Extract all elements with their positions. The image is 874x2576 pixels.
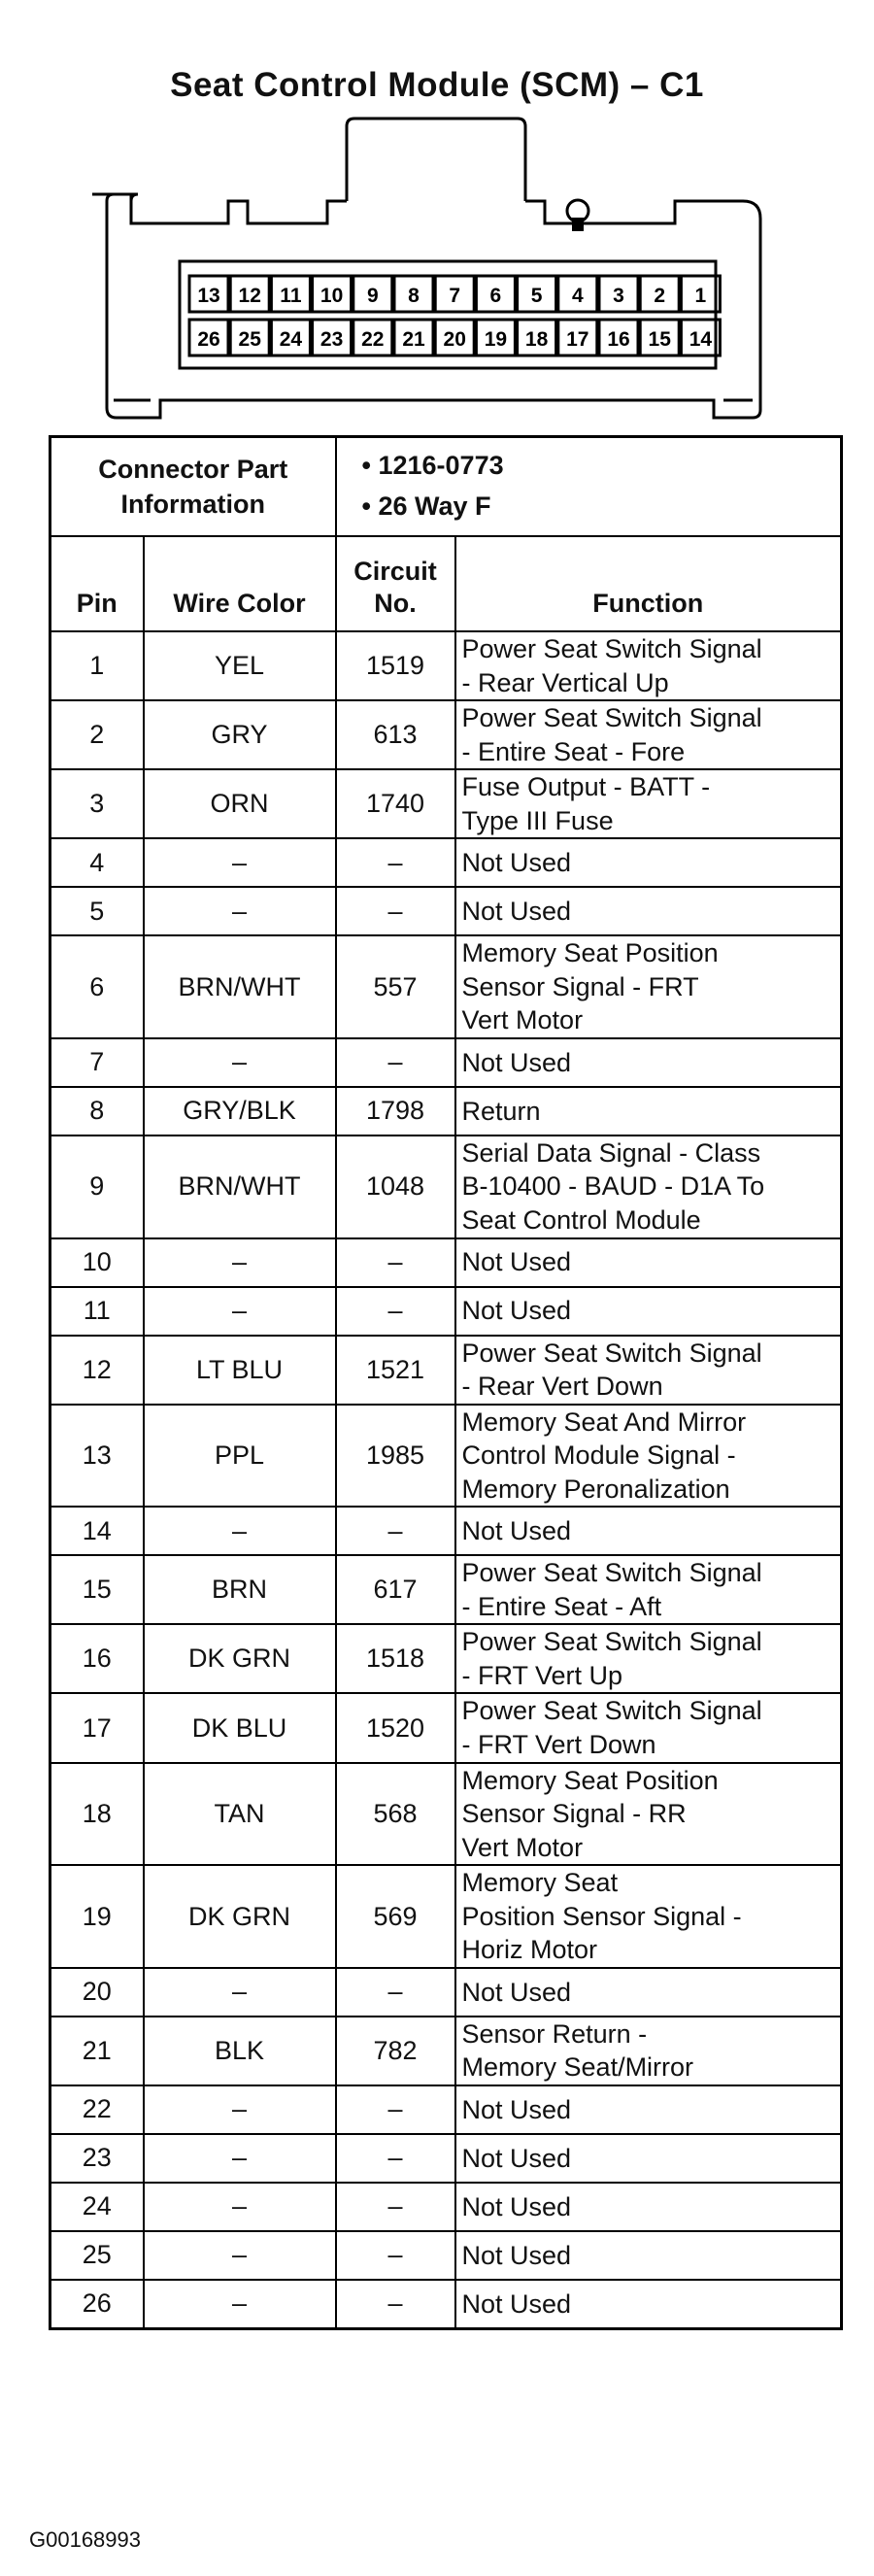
circuit-cell: – [336, 838, 455, 887]
header-function: Function [455, 536, 842, 631]
pin-number-label: 12 [238, 285, 261, 307]
pin-number-label: 18 [524, 328, 549, 351]
pin-number-label: 13 [197, 285, 220, 307]
pin-cell: 21 [50, 2017, 144, 2085]
table-row [50, 2280, 842, 2329]
table-row [50, 769, 842, 838]
wire-color-cell: GRY [144, 700, 336, 769]
wire-color-cell: BRN [144, 1555, 336, 1624]
pin-cell: 9 [50, 1135, 144, 1238]
pin-cell: 15 [50, 1555, 144, 1624]
table-row [50, 1555, 842, 1624]
function-cell: Not Used [455, 1968, 842, 2017]
circuit-cell: 613 [336, 700, 455, 769]
pin-cell: 2 [50, 700, 144, 769]
pin-cell: 14 [50, 1507, 144, 1555]
table-row [50, 1287, 842, 1336]
wire-color-cell: – [144, 838, 336, 887]
pin-cell: 26 [50, 2280, 144, 2329]
pin-number-label: 5 [530, 285, 543, 307]
wire-color-cell: – [144, 2085, 336, 2134]
circuit-cell: – [336, 1507, 455, 1555]
table-row [50, 2134, 842, 2183]
wire-color-cell: – [144, 2231, 336, 2280]
circuit-cell: 1048 [336, 1135, 455, 1238]
pin-cell: 10 [50, 1238, 144, 1287]
table-row [50, 935, 842, 1038]
pin-cavities [189, 276, 720, 356]
wire-color-cell: – [144, 1287, 336, 1336]
circuit-cell: 569 [336, 1865, 455, 1968]
wire-color-cell: YEL [144, 631, 336, 700]
function-cell: Memory Seat Position Sensor Signal - FRT Vert Motor [455, 935, 842, 1038]
pin-number-label: 14 [689, 328, 713, 351]
circuit-cell: 782 [336, 2017, 455, 2085]
function-cell: Not Used [455, 1287, 842, 1336]
function-cell: Not Used [455, 2280, 842, 2329]
pin-number-label: 7 [449, 285, 461, 307]
function-cell: Power Seat Switch Signal - Rear Vert Down [455, 1336, 842, 1405]
header-wire-color: Wire Color [144, 536, 336, 631]
wire-color-cell: – [144, 2183, 336, 2231]
wire-color-cell: BRN/WHT [144, 935, 336, 1038]
circuit-cell: – [336, 2231, 455, 2280]
pin-cell: 24 [50, 2183, 144, 2231]
wire-color-cell: – [144, 887, 336, 935]
pin-cell: 22 [50, 2085, 144, 2134]
part-info-item: • 26 Way F [361, 491, 491, 521]
table-row [50, 2183, 842, 2231]
circuit-cell: 1740 [336, 769, 455, 838]
circuit-cell: 557 [336, 935, 455, 1038]
pin-cell: 20 [50, 1968, 144, 2017]
pin-cell: 5 [50, 887, 144, 935]
pin-number-label: 23 [319, 328, 344, 351]
wire-color-cell: GRY/BLK [144, 1087, 336, 1135]
wire-color-cell: DK GRN [144, 1624, 336, 1693]
function-cell: Memory Seat Position Sensor Signal - Horiz Motor [455, 1865, 842, 1968]
wire-color-cell: PPL [144, 1405, 336, 1508]
pin-number-label: 9 [366, 285, 379, 307]
table-row [50, 2017, 842, 2085]
function-cell: Not Used [455, 1038, 842, 1087]
pin-number-label: 6 [489, 285, 502, 307]
function-cell: Power Seat Switch Signal - Entire Seat - Aft [455, 1555, 842, 1624]
pin-number-label: 8 [408, 285, 420, 307]
pin-cell: 3 [50, 769, 144, 838]
connector-pinout-table [49, 435, 843, 2330]
pin-number-label: 22 [361, 328, 385, 351]
circuit-cell: – [336, 887, 455, 935]
function-cell: Memory Seat Position Sensor Signal - RR Vert Motor [455, 1763, 842, 1866]
table-row [50, 631, 842, 700]
table-row [50, 700, 842, 769]
pin-number-label: 24 [279, 328, 303, 351]
pin-cell: 18 [50, 1763, 144, 1866]
function-cell: Memory Seat And Mirror Control Module Signal - Memory Peronalization [455, 1405, 842, 1508]
circuit-cell: 617 [336, 1555, 455, 1624]
function-cell: Power Seat Switch Signal - FRT Vert Down [455, 1693, 842, 1762]
circuit-cell: – [336, 2134, 455, 2183]
pin-number-label: 15 [648, 328, 671, 351]
circuit-cell: – [336, 1287, 455, 1336]
wire-color-cell: LT BLU [144, 1336, 336, 1405]
wire-color-cell: DK BLU [144, 1693, 336, 1762]
part-info-item: • 1216-0773 [361, 451, 504, 481]
table-row [50, 1968, 842, 2017]
pin-cell: 1 [50, 631, 144, 700]
table-row [50, 1763, 842, 1866]
table-row [50, 1238, 842, 1287]
circuit-cell: – [336, 1968, 455, 2017]
circuit-cell: 1798 [336, 1087, 455, 1135]
pin-cell: 13 [50, 1405, 144, 1508]
circuit-cell: – [336, 1238, 455, 1287]
circuit-cell: 1518 [336, 1624, 455, 1693]
pin-number-label: 20 [443, 328, 466, 351]
pin-number-label: 1 [694, 285, 707, 307]
function-cell: Not Used [455, 2134, 842, 2183]
table-row [50, 1405, 842, 1508]
function-cell: Fuse Output - BATT - Type III Fuse [455, 769, 842, 838]
wire-color-cell: ORN [144, 769, 336, 838]
pin-number-label: 25 [238, 328, 261, 351]
wire-color-cell: – [144, 1238, 336, 1287]
pin-cell: 11 [50, 1287, 144, 1336]
wire-color-cell: TAN [144, 1763, 336, 1866]
connector-diagram [92, 109, 791, 429]
pin-number-label: 16 [607, 328, 630, 351]
function-cell: Not Used [455, 1507, 842, 1555]
page-title: Seat Control Module (SCM) – C1 [170, 66, 704, 104]
function-cell: Not Used [455, 2085, 842, 2134]
wire-color-cell: BRN/WHT [144, 1135, 336, 1238]
circuit-cell: 1519 [336, 631, 455, 700]
pin-number-label: 21 [402, 328, 425, 351]
wire-color-cell: – [144, 2134, 336, 2183]
table-row [50, 1336, 842, 1405]
pin-cell: 19 [50, 1865, 144, 1968]
header-pin: Pin [50, 536, 144, 631]
function-cell: Serial Data Signal - Class B-10400 - BAUD - D1A To Seat Control Module [455, 1135, 842, 1238]
function-cell: Not Used [455, 2183, 842, 2231]
pin-cell: 23 [50, 2134, 144, 2183]
circuit-cell: – [336, 2280, 455, 2329]
pin-number-label: 10 [319, 285, 344, 307]
circuit-cell: – [336, 1038, 455, 1087]
pin-cell: 7 [50, 1038, 144, 1087]
pin-cell: 25 [50, 2231, 144, 2280]
wire-color-cell: BLK [144, 2017, 336, 2085]
function-cell: Sensor Return - Memory Seat/Mirror [455, 2017, 842, 2085]
pin-cell: 17 [50, 1693, 144, 1762]
wire-color-cell: – [144, 1968, 336, 2017]
table-row [50, 1135, 842, 1238]
function-cell: Power Seat Switch Signal - Entire Seat - Fore [455, 700, 842, 769]
table-row [50, 838, 842, 887]
table-row [50, 2231, 842, 2280]
circuit-cell: – [336, 2085, 455, 2134]
table-row [50, 887, 842, 935]
table-row [50, 1038, 842, 1087]
pin-cell: 12 [50, 1336, 144, 1405]
header-circuit: Circuit No. [336, 536, 455, 631]
pin-number-label: 26 [197, 328, 220, 351]
circuit-cell: 1520 [336, 1693, 455, 1762]
pin-number-label: 17 [566, 328, 589, 351]
circuit-cell: – [336, 2183, 455, 2231]
function-cell: Not Used [455, 887, 842, 935]
function-cell: Not Used [455, 838, 842, 887]
pin-number-label: 4 [571, 285, 584, 307]
wire-color-cell: – [144, 2280, 336, 2329]
part-info-list [336, 437, 842, 537]
function-cell: Not Used [455, 1238, 842, 1287]
pin-number-label: 19 [484, 328, 508, 351]
pin-cell: 8 [50, 1087, 144, 1135]
function-cell: Not Used [455, 2231, 842, 2280]
circuit-cell: 568 [336, 1763, 455, 1866]
pin-cell: 16 [50, 1624, 144, 1693]
pin-cell: 6 [50, 935, 144, 1038]
table-row [50, 1693, 842, 1762]
table-row [50, 1865, 842, 1968]
wire-color-cell: DK GRN [144, 1865, 336, 1968]
table-row [50, 1624, 842, 1693]
table-row [50, 1087, 842, 1135]
wire-color-cell: – [144, 1038, 336, 1087]
circuit-cell: 1521 [336, 1336, 455, 1405]
part-info-label: Connector Part Information [50, 437, 336, 537]
pin-number-label: 2 [654, 285, 666, 307]
pin-number-label: 3 [613, 285, 624, 307]
function-cell: Power Seat Switch Signal - Rear Vertical Up [455, 631, 842, 700]
pin-cell: 4 [50, 838, 144, 887]
table-header-row [50, 536, 842, 631]
pin-number-label: 11 [280, 285, 302, 307]
wire-color-cell: – [144, 1507, 336, 1555]
figure-code: G00168993 [29, 2527, 141, 2552]
function-cell: Return [455, 1087, 842, 1135]
table-row [50, 2085, 842, 2134]
table-row [50, 1507, 842, 1555]
circuit-cell: 1985 [336, 1405, 455, 1508]
function-cell: Power Seat Switch Signal - FRT Vert Up [455, 1624, 842, 1693]
